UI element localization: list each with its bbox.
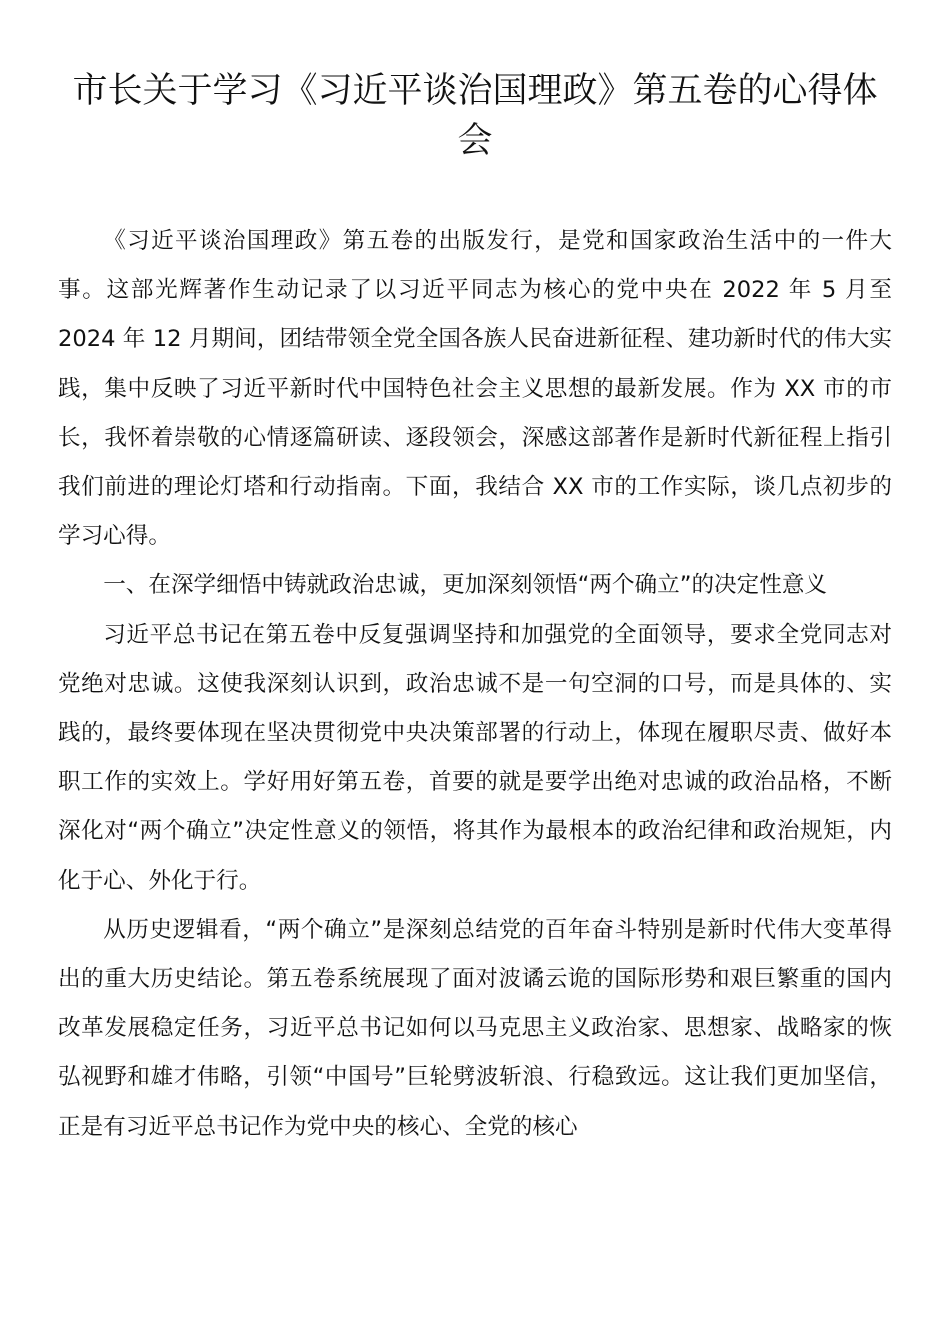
document-body	[58, 217, 892, 1152]
section-heading-1: 一、在深学细悟中铸就政治忠诚，更加深刻领悟“两个确立”的决定性意义	[103, 572, 828, 599]
document-title: 市长关于学习《习近平谈治国理政》第五卷的心得体会	[72, 71, 878, 161]
body-paragraph: 习近平总书记在第五卷中反复强调坚持和加强党的全面领导，要求全党同志对党绝对忠诚。这使我深刻认识到，政治忠诚不是一句空洞的口号，而是具体的、实践的，最终要体现在坚决贯彻党中央决策部署的行动上，体现在履职尽责、做好本职工作的实效上。学好用好第五卷，首要的就是要学出绝对忠诚的政治品格，不断深化对“两个确立”决定性意义的领悟，将其作为最根本的政治纪律和政治规矩，内化于心、外化于行。	[58, 621, 892, 894]
body-paragraph: 从历史逻辑看，“两个确立”是深刻总结党的百年奋斗特别是新时代伟大变革得出的重大历史结论。第五卷系统展现了面对波谲云诡的国际形势和艰巨繁重的国内改革发展稳定任务，习近平总书记如何以马克思主义政治家、思想家、战略家的恢弘视野和雄才伟略，引领“中国号”巨轮劈波斩浪、行稳致远。这让我们更加坚信，正是有习近平总书记作为党中央的核心、全党的核心	[58, 916, 892, 1140]
intro-paragraph: 《习近平谈治国理政》第五卷的出版发行，是党和国家政治生活中的一件大事。这部光辉著作生动记录了以习近平同志为核心的党中央在 2022 年 5 月至 2024 年 12 月期间，团结带领全党全国各族人民奋进新征程、建功新时代的伟大实践，集中反映了习近平新时代中国特色社会主义思想的最新发展。作为 XX 市的市长，我怀着崇敬的心情逐篇研读、逐段领会，深感这部著作是新时代新征程上指引我们前进的理论灯塔和行动指南。下面，我结合 XX 市的工作实际，谈几点初步的学习心得。	[58, 228, 892, 550]
